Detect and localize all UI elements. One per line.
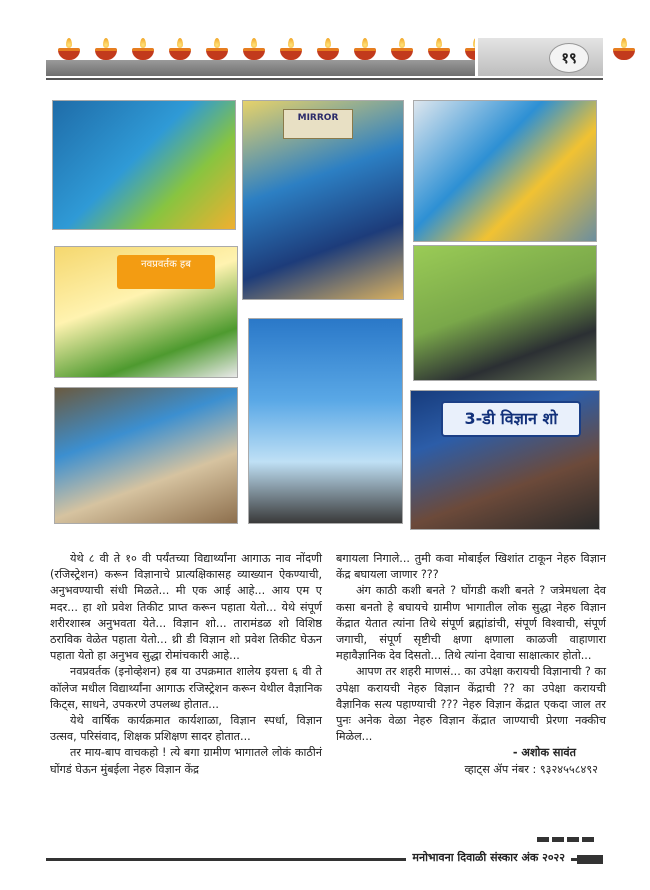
mirror-sign: MIRROR <box>283 109 353 139</box>
photo-gallery-visitor <box>413 100 597 242</box>
diya-icon <box>243 38 265 60</box>
author-contact: व्हाट्स ॲप नंबर : ९३२४५५८४९२ <box>464 762 598 776</box>
diya-icon <box>613 38 635 60</box>
article-paragraph: येथे वार्षिक कार्यक्रमात कार्यशाळा, विज्ञान स्पर्धा, विज्ञान उत्सव, परिसंवाद, शिक्षक प्रशिक्षण सादर होतात... <box>50 714 322 744</box>
photo-mirror-hall <box>242 100 404 300</box>
article-paragraph: नवप्रवर्तक (इनोव्हेशन) हब या उपक्रमात शालेय इयत्ता ६ वी ते कॉलेज मधील विद्यार्थ्यांना आगाऊ रजिस्ट्रेशन करून येथील वैज्ञानिक किट्स, साधने, उपकरणे उपलब्ध होतात... <box>50 665 322 711</box>
page-number-panel <box>475 38 603 76</box>
photo-innovation-hub <box>54 246 238 378</box>
article-paragraph: आपण तर शहरी माणसं... का उपेक्षा करायची विज्ञानाची ? का उपेक्षा करायची नेहरु विज्ञान केंद्राची ?? का उपेक्षा करायची वैज्ञानिक सत्य पहाण्याची ??? नेहरु विज्ञान केंद्रात एकदा जाल तर पुनः अनेक वेळा नेहरु विज्ञान केंद्रात जाण्याची प्रेरणा नक्कीच मिळेल... <box>336 665 606 744</box>
footer-end-block <box>577 855 603 864</box>
diya-icon <box>132 38 154 60</box>
header-rule <box>46 78 603 80</box>
diya-icon <box>169 38 191 60</box>
diya-icon <box>58 38 80 60</box>
photo-light-tunnel <box>248 318 403 524</box>
article-paragraph: बगायला निगाले... तुमी कवा मोबाईल खिशांत टाकून नेहरु विज्ञान केंद्र बघायला जाणार ??? <box>336 552 606 582</box>
article-paragraph: तर माय-बाप वाचकहो ! त्ये बगा ग्रामीण भागातले लोकं काठीनं घोंगडं घेऊन मुंबईला नेहरु विज्ञान केंद्र <box>50 746 322 776</box>
diya-icon <box>280 38 302 60</box>
article-column-left <box>50 551 322 778</box>
article-paragraph: येथे ८ वी ते १० वी पर्यंतच्या विद्यार्थ्यांना आगाऊ नाव नोंदणी (रजिस्ट्रेशन) करून विज्ञानाचे प्रात्यक्षिकासह व्याख्यान ऐकण्याची, अनुभवण्याची संधी मिळते... मी एक आई आहे... आय एम ए मदर... हा शो प्रवेश तिकीट प्राप्त करून पहाता येतो... येथे संपूर्ण शरीरशास्त्र अनुभवता येते... विज्ञान शो... तारामंडळ शो विशिष्ठ ठराविक वेळेत पहाता येतो... थ्री डी विज्ञान शो प्रवेश तिकीट घेऊन पहाता येतो हा अनुभव सुद्धा रोमांचकारी आहे... <box>50 552 322 663</box>
innovation-hub-sign: नवप्रवर्तक हब <box>117 255 215 289</box>
diya-icon <box>428 38 450 60</box>
diya-icon <box>317 38 339 60</box>
diya-icon <box>206 38 228 60</box>
footer-title: मनोभावना दिवाळी संस्कार अंक २०२२ <box>406 851 571 865</box>
photo-exhibit-visitors <box>54 387 238 524</box>
footer-ornament <box>537 837 594 842</box>
diya-icon <box>391 38 413 60</box>
page-footer <box>46 852 603 866</box>
page-number: १९ <box>549 43 589 73</box>
3d-show-banner: 3-डी विज्ञान शो <box>441 401 581 437</box>
article-paragraph: अंग काठी कशी बनते ? घोंगडी कशी बनते ? जत्रेमधला देव कसा बनतो हे बघायचे ग्रामीण भागातील लोक सुद्धा नेहरु विज्ञान केंद्रात येतात त्यांना तिथे संपूर्ण ब्रह्मांडांची, संपूर्ण विश्वाची, संपूर्ण जगाची, संपूर्ण सृष्टीची क्षणा क्षणाला काळजी वाहाणारा महावैज्ञानिक देव दिसतो... तिथे त्यांना देवाचा साक्षात्कार होतो... <box>336 584 606 663</box>
author-signature: - अशोक सावंत <box>512 746 576 760</box>
page-header <box>46 38 603 80</box>
diya-icon <box>354 38 376 60</box>
photo-steam-locomotive <box>413 245 597 381</box>
photo-3d-science-show <box>410 390 600 530</box>
article-column-right <box>336 551 606 778</box>
photo-science-exhibit-head <box>52 100 236 230</box>
diya-icon <box>95 38 117 60</box>
